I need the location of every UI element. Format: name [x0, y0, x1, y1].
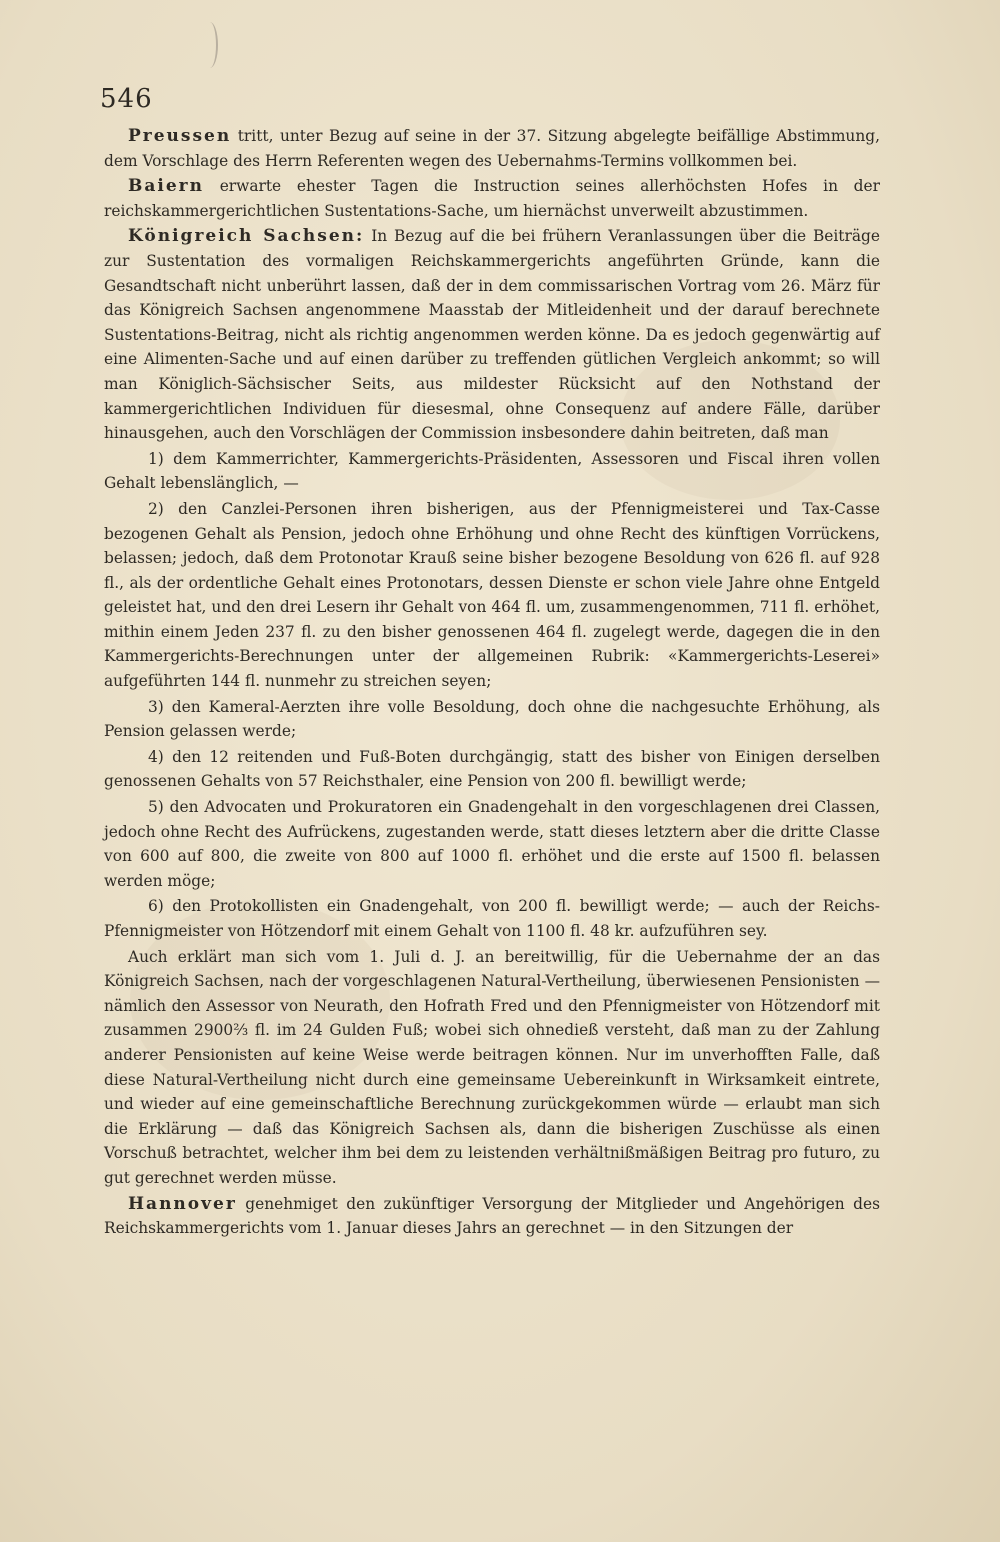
state-name: Preussen [128, 126, 232, 146]
text-body [104, 124, 880, 1242]
list-item: 2) den Canzlei-Personen ihren bisherigen, aus der Pfennigmeisterei und Tax-Casse bezogenen Gehalt als Pension, jedoch ohne Erhöhung und ohne Recht des künftigen Vorrückens, belassen; jedoch, daß dem Protonotar Krauß seine bisher bezogene Besoldung von 626 fl. auf 928 fl., als der ordentliche Gehalt eines Protonotars, dessen Dienste er schon viele Jahre ohne Entgeld geleistet hat, und den drei Lesern ihr Gehalt von 464 fl. um, zusammengenommen, 711 fl. erhöhet, mithin einem Jeden 237 fl. zu den bisher genossenen 464 fl. zugelegt werde, dagegen die in den Kammergerichts-Berechnungen unter der allgemeinen Rubrik: «Kammergerichts-Leserei» aufgeführten 144 fl. nunmehr zu streichen seyen; [104, 499, 880, 691]
state-name: Königreich Sachsen: [128, 226, 365, 247]
paragraph-sachsen [104, 224, 880, 445]
paragraph-preussen [104, 124, 880, 173]
paragraph-hannover [104, 1192, 880, 1241]
paragraph-baiern [104, 174, 880, 223]
list-item: 3) den Kameral-Aerzten ihre volle Besoldung, doch ohne die nachgesuchte Erhöhung, als Pension gelassen werde; [104, 697, 880, 741]
list-item: 6) den Protokollisten ein Gnadengehalt, von 200 fl. bewilligt werde; — auch der Reichs-Pfennigmeister von Hötzendorf mit einem Gehalt von 1100 fl. 48 kr. aufzuführen sey. [104, 897, 880, 940]
list-item: 4) den 12 reitenden und Fuß-Boten durchgängig, statt des bisher von Einigen derselben genossenen Gehalts von 57 Reichsthaler, eine Pension von 200 fl. bewilligt werde; [104, 747, 880, 791]
state-name: Baiern [128, 176, 204, 197]
list-item: 1) dem Kammerrichter, Kammergerichts-Präsidenten, Assessoren und Fiscal ihren vollen Gehalt lebenslänglich, — [104, 449, 880, 493]
list-item: 5) den Advocaten und Prokuratoren ein Gnadengehalt in den vorgeschlagenen drei Classen, jedoch ohne Recht des Aufrückens, zugestanden werde, statt dieses letztern aber die dritte Classe von 600 auf 800, die zweite von 800 auf 1000 fl. erhöhet und die erste auf 1500 fl. belassen werden möge; [104, 798, 880, 890]
pencil-mark [202, 22, 218, 68]
paragraph-text: genehmiget den zukünftiger Versorgung der Mitglieder und Angehörigen des Reichskammergerichts vom 1. Januar dieses Jahrs an gerechnet — in den Sitzungen der [104, 1194, 880, 1238]
paragraph-text: In Bezug auf die bei frühern Veranlassungen über die Beiträge zur Sustentation des vormaligen Reichskammergerichts angeführten Gründe, kann die Gesandtschaft nicht unberührt lassen, daß der in dem commissarischen Vortrag vom 26. März für das Königreich Sachsen angenommene Maasstab der Mitleidenheit und der darauf berechnete Sustentations-Beitrag, nicht als richtig angenommen werden könne. Da es jedoch gegenwärtig auf eine Alimenten-Sache und auf einen darüber zu treffenden gütlichen Vergleich ankommt; so will man Königlich-Sächsischer Seits, aus mildester Rücksicht auf den Nothstand der kammergerichtlichen Individuen für diesesmal, ohne Consequenz auf andere Fälle, darüber hinausgehen, auch den Vorschlägen der Commission insbesondere dahin beitreten, daß man [104, 227, 880, 443]
paragraph-text: tritt, unter Bezug auf seine in der 37. Sitzung abgelegte beifällige Abstimmung, dem Vorschlage des Herrn Referenten wegen des Uebernahms-Termins vollkommen bei. [104, 127, 880, 170]
state-name: Hannover [128, 1193, 237, 1214]
page-number: 546 [100, 84, 153, 114]
paragraph-text: erwarte ehester Tagen die Instruction seines allerhöchsten Hofes in der reichskammergerichtlichen Sustentations-Sache, um hiernächst unverweilt abzustimmen. [104, 177, 880, 220]
paragraph-declaration: Auch erklärt man sich vom 1. Juli d. J. an bereitwillig, für die Uebernahme der an das Königreich Sachsen, nach der vorgeschlagenen Natural-Vertheilung, überwiesenen Pensionisten — nämlich den Assessor von Neurath, den Hofrath Fred und den Pfennigmeister von Hötzendorf mit zusammen 2900⅔ fl. im 24 Gulden Fuß; wobei sich ohnedieß versteht, daß man zu der Zahlung anderer Pensionisten auf keine Weise werde beitragen können. Nur im unverhofften Falle, daß diese Natural-Vertheilung nicht durch eine gemeinsame Uebereinkunft in Wirksamkeit eintrete, und wieder auf eine gemeinschaftliche Berechnung zurückgekommen würde — erlaubt man sich die Erklärung — daß das Königreich Sachsen als, dann die bisherigen Zuschüsse als einen Vorschuß betrachtet, welcher ihm bei dem zu leistenden verhältnißmäßigen Beitrag pro futuro, zu gut gerechnet werden müsse. [104, 947, 880, 1187]
